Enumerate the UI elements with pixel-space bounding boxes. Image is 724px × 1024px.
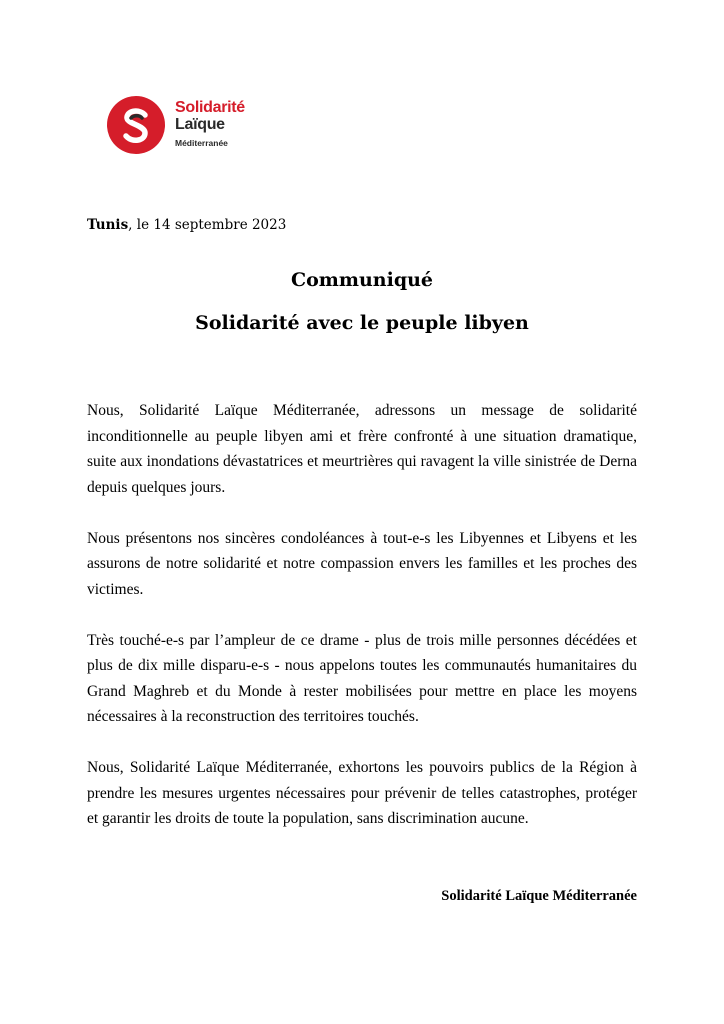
logo-line-laique: Laïque <box>175 116 225 133</box>
logo-line-mediterranee: Méditerranée <box>175 138 228 148</box>
body-paragraph: Très touché-e-s par l’ampleur de ce drame - plus de trois mille personnes décédées et plus de dix mille disparu-e-s - nous appelons toutes les communautés humanitaires du Grand Maghreb et du Monde à rester mobilisées pour mettre en place les moyens nécessaires à la reconstruction des territoires touchés. <box>87 631 637 725</box>
body-paragraph: Nous, Solidarité Laïque Méditerranée, adressons un message de solidarité inconditionnelle au peuple libyen ami et frère confronté à une situation dramatique, suite aux inondations dévastatrices et meurtrières qui ravagent la ville sinistrée de Derna depuis quelques jours. <box>87 402 637 496</box>
communique-body <box>87 398 637 857</box>
body-paragraph: Nous, Solidarité Laïque Méditerranée, exhortons les pouvoirs publics de la Région à prendre les mesures urgentes nécessaires pour prévenir de telles catastrophes, protéger et garantir les droits de toute la population, sans discrimination aucune. <box>87 759 637 827</box>
organization-logo <box>107 96 257 156</box>
date-city: Tunis <box>87 217 129 233</box>
logo-wordmark <box>175 100 245 148</box>
date-line <box>87 216 286 234</box>
solidarite-laique-s-logo-icon <box>107 96 165 154</box>
date-text: , le 14 septembre 2023 <box>128 217 287 233</box>
communique-subtitle: Solidarité avec le peuple libyen <box>195 312 529 334</box>
communique-title: Communiqué <box>290 269 434 291</box>
logo-line-solidarite: Solidarité <box>175 99 245 116</box>
body-paragraph: Nous présentons nos sincères condoléances à tout-e-s les Libyennes et Libyens et les assurons de notre solidarité et notre compassion envers les familles et les proches des victimes. <box>87 529 637 598</box>
signature: Solidarité Laïque Méditerranée <box>441 888 637 904</box>
